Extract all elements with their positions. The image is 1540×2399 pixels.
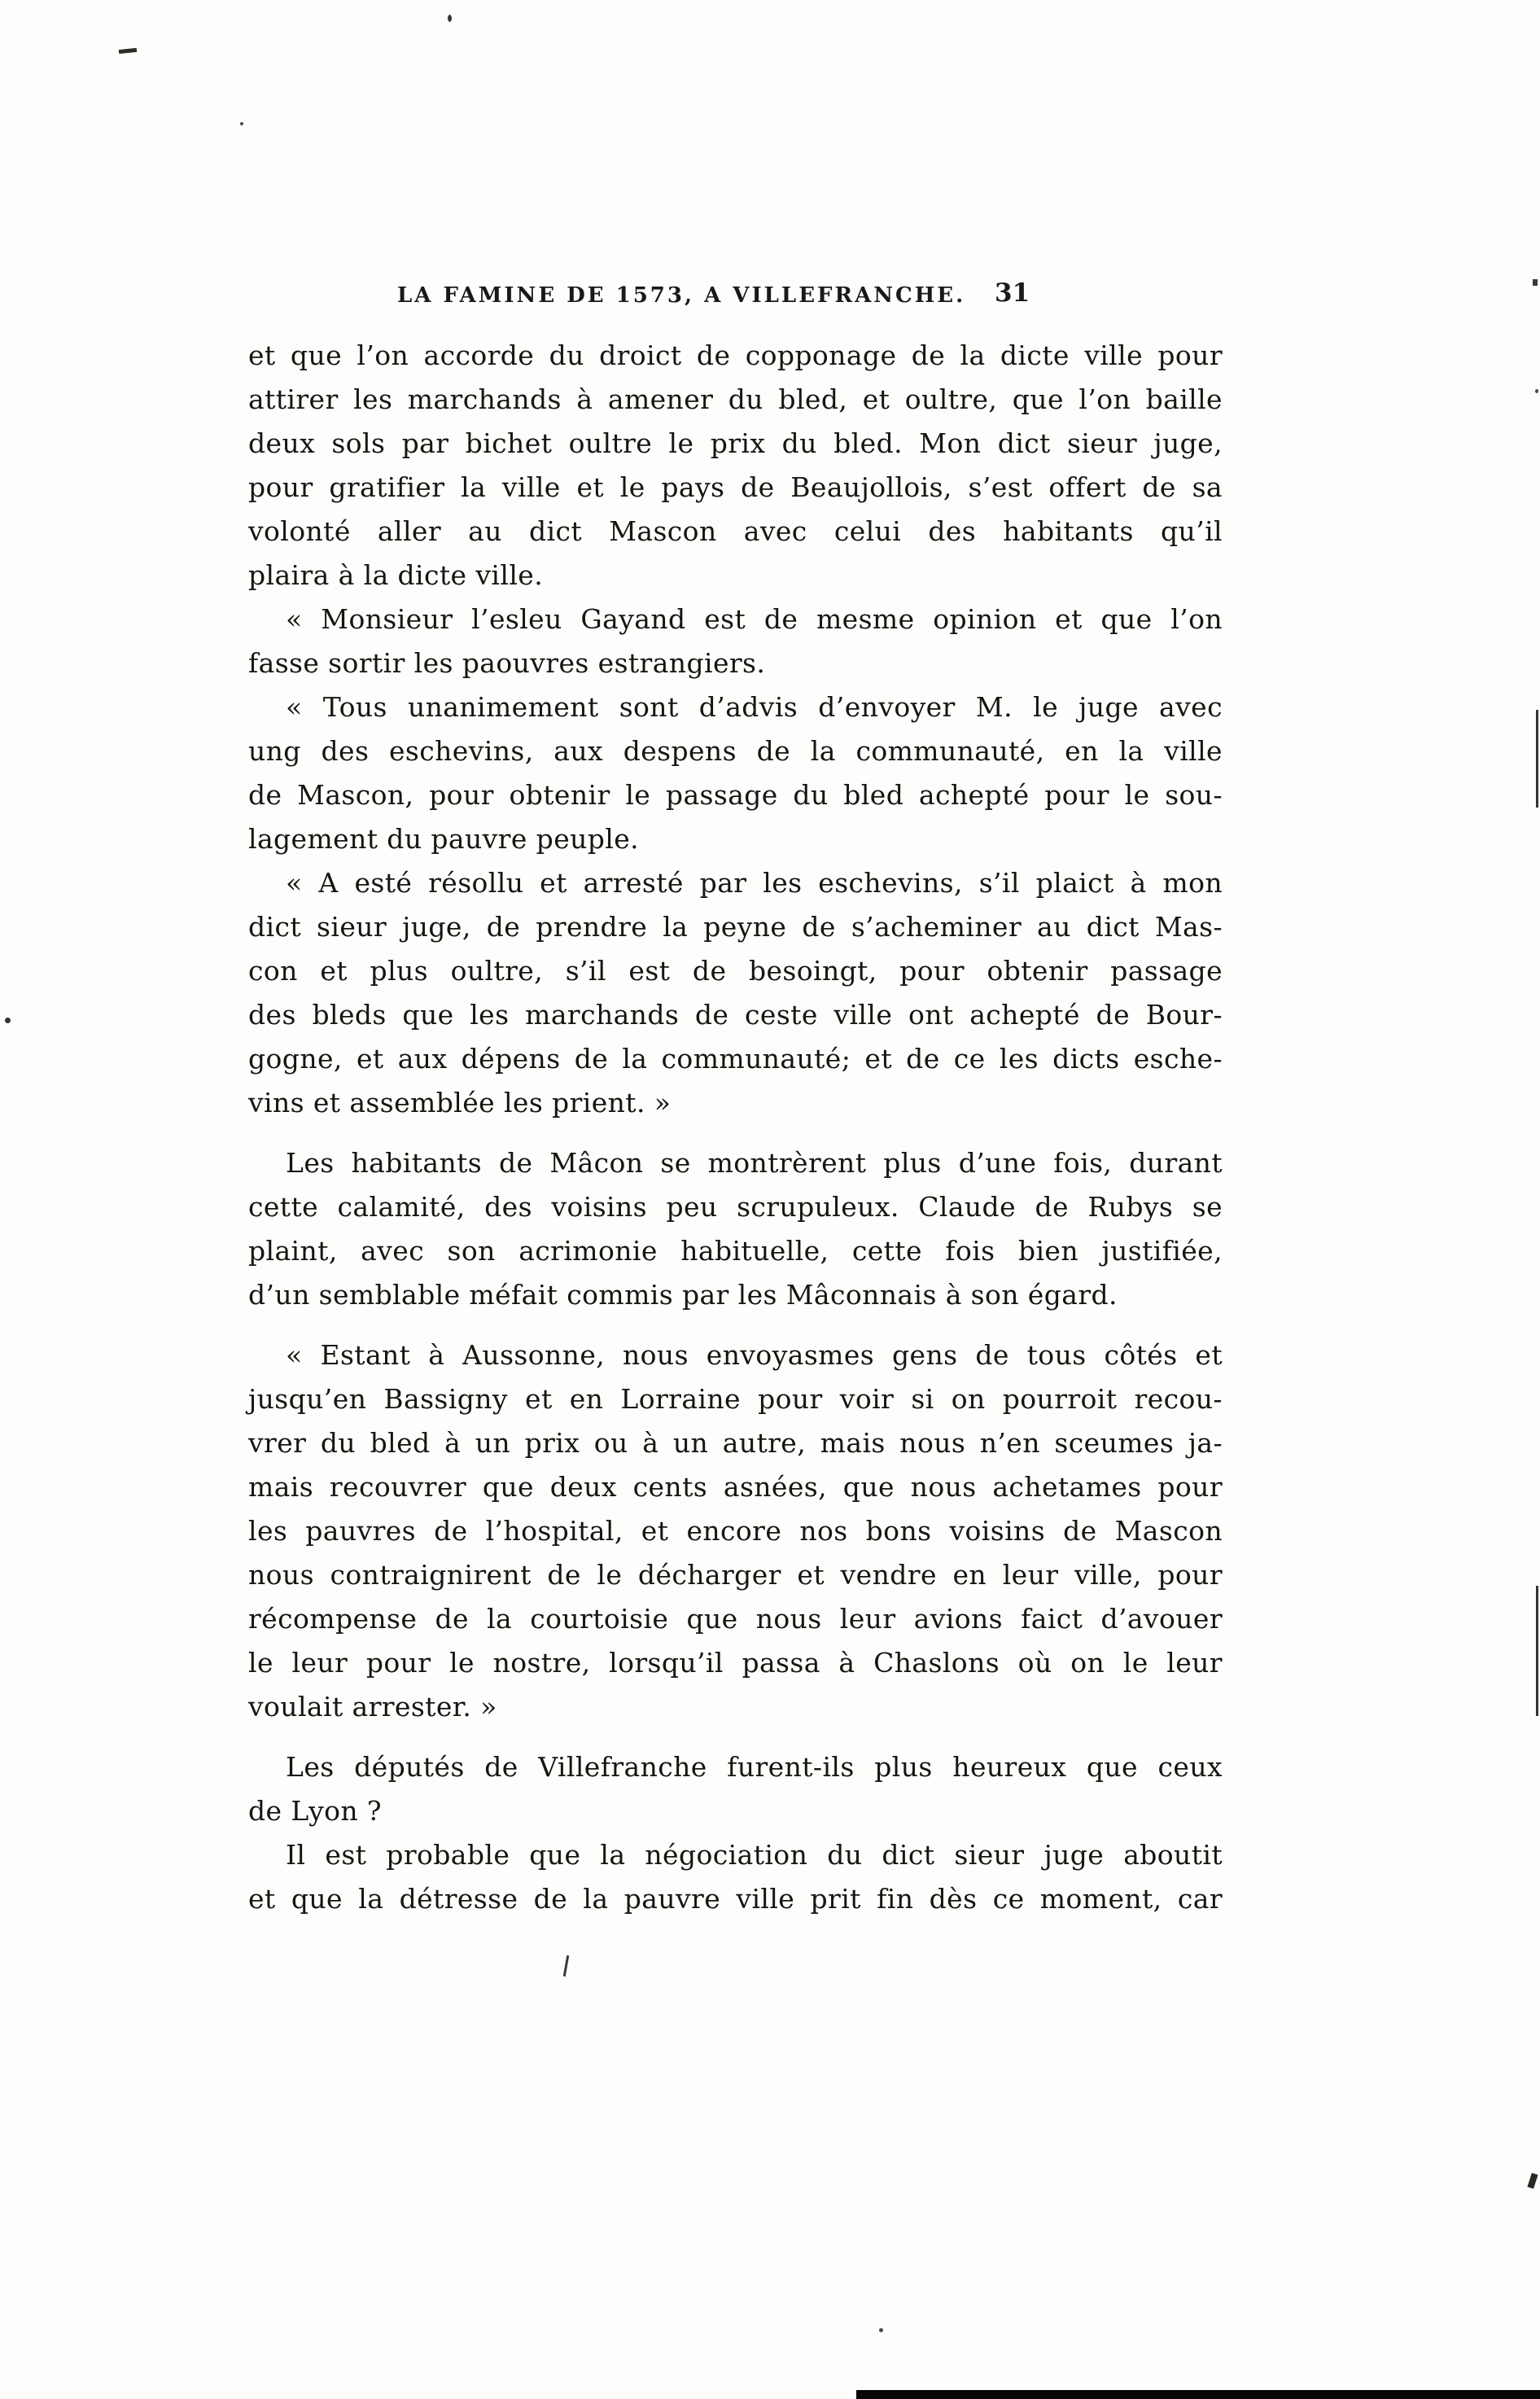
text-line: cette calamité, des voisins peu scrupuleux. Claude de Rubys se bbox=[248, 1191, 1223, 1223]
paragraph bbox=[248, 861, 1223, 1125]
scan-artifact-dot bbox=[240, 122, 243, 125]
paragraph bbox=[248, 1141, 1223, 1317]
text-line: Il est probable que la négociation du dict sieur juge aboutit bbox=[286, 1839, 1223, 1871]
text-line: ung des eschevins, aux despens de la communauté, en la ville bbox=[248, 735, 1223, 767]
text-line: voulait arrester. » bbox=[248, 1691, 497, 1723]
text-line: plaira à la dicte ville. bbox=[248, 559, 544, 591]
text-line: plaint, avec son acrimonie habituelle, cette fois bien justifiée, bbox=[248, 1235, 1223, 1267]
text-line: et que la détresse de la pauvre ville prit fin dès ce moment, car bbox=[248, 1883, 1223, 1915]
text-line: d’un semblable méfait commis par les Mâconnais à son égard. bbox=[248, 1279, 1118, 1311]
page-number: 31 bbox=[995, 278, 1030, 308]
page-body bbox=[248, 334, 1223, 1921]
text-line: « Tous unanimement sont d’advis d’envoyer M. le juge avec bbox=[286, 691, 1223, 723]
paragraph bbox=[248, 685, 1223, 861]
text-line: lagement du pauvre peuple. bbox=[248, 823, 640, 855]
scan-artifact-mark bbox=[1533, 279, 1538, 286]
scan-artifact-dot bbox=[448, 15, 452, 22]
paragraph bbox=[248, 1333, 1223, 1729]
page-title: LA FAMINE DE 1573, A VILLEFRANCHE. bbox=[397, 283, 966, 308]
text-line: Les habitants de Mâcon se montrèrent plus d’une fois, durant bbox=[286, 1147, 1223, 1179]
text-line: nous contraignirent de le décharger et vendre en leur ville, pour bbox=[248, 1559, 1223, 1591]
scan-artifact-dot bbox=[879, 2328, 883, 2332]
paragraph bbox=[248, 1745, 1223, 1833]
paragraph bbox=[248, 334, 1223, 598]
text-line: pour gratifier la ville et le pays de Beaujollois, s’est offert de sa bbox=[248, 471, 1223, 503]
text-line: volonté aller au dict Mascon avec celui des habitants qu’il bbox=[248, 515, 1223, 547]
text-line: « Estant à Aussonne, nous envoyasmes gens de tous côtés et bbox=[286, 1339, 1223, 1371]
text-line: « Monsieur l’esleu Gayand est de mesme opinion et que l’on bbox=[286, 603, 1223, 635]
text-line: vrer du bled à un prix ou à un autre, mais nous n’en sceumes ja- bbox=[248, 1427, 1223, 1459]
text-line: con et plus oultre, s’il est de besoingt, pour obtenir passage bbox=[248, 955, 1223, 987]
text-line: jusqu’en Bassigny et en Lorraine pour voir si on pourroit recou- bbox=[248, 1383, 1223, 1415]
scan-artifact-bottom-bar bbox=[856, 2390, 1540, 2399]
text-line: les pauvres de l’hospital, et encore nos bons voisins de Mascon bbox=[248, 1515, 1223, 1547]
text-line: de Mascon, pour obtenir le passage du bled achepté pour le sou- bbox=[248, 779, 1223, 811]
scan-artifact-tick bbox=[1527, 2173, 1538, 2189]
scan-artifact-slash bbox=[563, 1955, 569, 1977]
text-line: attirer les marchands à amener du bled, et oultre, que l’on baille bbox=[248, 383, 1223, 415]
text-line: deux sols par bichet oultre le prix du bled. Mon dict sieur juge, bbox=[248, 427, 1223, 459]
text-line: gogne, et aux dépens de la communauté; et de ce les dicts esche- bbox=[248, 1043, 1223, 1075]
scan-artifact-dash bbox=[119, 48, 137, 54]
text-line: des bleds que les marchands de ceste ville ont achepté de Bour- bbox=[248, 999, 1223, 1031]
text-line: dict sieur juge, de prendre la peyne de s’acheminer au dict Mas- bbox=[248, 911, 1223, 943]
text-line: mais recouvrer que deux cents asnées, que nous achetames pour bbox=[248, 1471, 1223, 1503]
scan-artifact-dot bbox=[5, 1018, 11, 1023]
text-line: fasse sortir les paouvres estrangiers. bbox=[248, 647, 766, 679]
scan-artifact-dot bbox=[1535, 389, 1538, 393]
text-line: vins et assemblée les prient. » bbox=[248, 1087, 672, 1119]
paragraph bbox=[248, 1833, 1223, 1921]
text-line: de Lyon ? bbox=[248, 1795, 383, 1827]
text-line: le leur pour le nostre, lorsqu’il passa à Chaslons où on le leur bbox=[248, 1647, 1223, 1679]
paragraph bbox=[248, 598, 1223, 685]
text-line: « A esté résollu et arresté par les eschevins, s’il plaict à mon bbox=[286, 867, 1223, 899]
text-line: récompense de la courtoisie que nous leur avions faict d’avouer bbox=[248, 1603, 1223, 1635]
scan-artifact-edge-line bbox=[1536, 710, 1538, 808]
text-line: Les députés de Villefranche furent-ils plus heureux que ceux bbox=[286, 1751, 1223, 1783]
running-header bbox=[0, 277, 1540, 317]
scan-artifact-edge-line bbox=[1536, 1586, 1538, 1716]
text-line: et que l’on accorde du droict de copponage de la dicte ville pour bbox=[248, 339, 1223, 371]
